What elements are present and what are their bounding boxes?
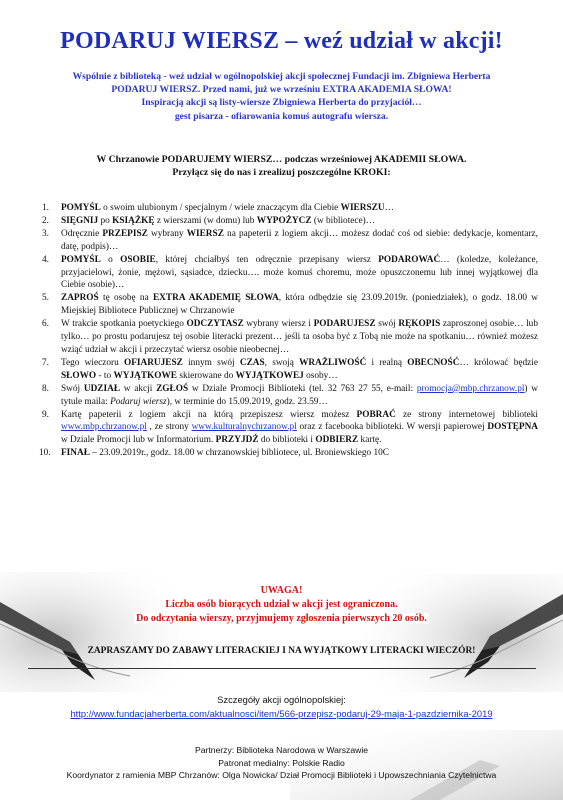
step-item — [28, 357, 538, 383]
step-text: Swój — [61, 383, 84, 394]
step-text: , której chciałbyś ten odręcznie przepisany wiersz — [155, 254, 379, 265]
step-keyword: PODAROWAĆ — [378, 254, 441, 265]
step-text: – 23.09.2019r., godz. 18.00 w chrzanowskiej bibliotece, ul. Broniewskiego 10C — [89, 448, 389, 459]
step-number: 2. — [42, 215, 49, 226]
step-text: innym swój — [182, 357, 240, 368]
details-block — [0, 693, 563, 721]
lead-text — [30, 153, 533, 179]
step-keyword: WYJĄTKOWE — [113, 370, 177, 381]
step-text: ), w terminie do 15.09.2019, godz. 23.59… — [166, 396, 328, 407]
divider — [28, 668, 536, 669]
step-text: ) w tytule maila: — [61, 383, 538, 407]
foundation-url-link[interactable]: http://www.fundacjaherberta.com/aktualnosci/item/566-przepisz-podaruj-29-maja-1-pazdziernika-2019 — [70, 708, 493, 719]
step-keyword: WIERSZ — [186, 228, 224, 239]
coordinator-line: Koordynator z ramienia MBP Chrzanów: Olga Nowicka/ Dział Promocji Biblioteki i Upowszechniania Czytelnictwa — [66, 770, 497, 781]
step-number: 3. — [42, 228, 49, 239]
email-link[interactable]: promocja@mbp.chrzanow.pl — [416, 383, 525, 394]
step-text: - to — [96, 370, 114, 381]
step-text: w Dziale Promocji lub w Informatorium. — [61, 435, 216, 446]
step-keyword: RĘKOPIS — [398, 319, 441, 330]
intro-text — [30, 70, 533, 123]
step-number: 9. — [42, 409, 49, 420]
step-text: tę osobę na — [98, 293, 153, 304]
step-item — [28, 447, 538, 460]
lead-line: W Chrzanowie PODARUJEMY WIERSZ… podczas wrześniowej AKADEMII SŁOWA. — [96, 154, 467, 165]
invitation-text: ZAPRASZAMY DO ZABAWY LITERACKIEJ I NA WYJĄTKOWY LITERACKI WIECZÓR! — [87, 646, 476, 656]
step-text: W trakcie spotkania poetyckiego — [61, 319, 187, 330]
step-text: (w bibliotece)… — [311, 215, 376, 226]
step-text: wybrany — [147, 228, 187, 239]
partners-block — [0, 744, 563, 782]
step-text: z wierszami (w domu) lub — [154, 215, 257, 226]
step-keyword: WYPOŻYCZ — [256, 215, 312, 226]
step-keyword: SIĘGNIJ — [61, 215, 99, 226]
step-number: 4. — [42, 254, 49, 265]
step-text: do biblioteki i — [258, 435, 316, 446]
step-text: w akcji — [120, 383, 157, 394]
step-item — [28, 292, 538, 318]
intro-line: Wspólnie z biblioteką - weź udział w ogólnopolskiej akcji społecznej Fundacji im. Zbigniewa Herberta — [72, 71, 491, 82]
step-text: o swoim ulubionym / specjalnym / wiele znaczącym dla Ciebie — [100, 203, 341, 213]
details-label: Szczegóły akcji ogólnopolskiej: — [217, 694, 346, 705]
intro-line: gest pisarza - ofiarowania komuś autografu wiersza. — [174, 110, 389, 122]
step-text: o — [100, 254, 121, 265]
step-keyword: POMYŚL — [61, 254, 101, 265]
intro-line: Inspiracją akcji są listy-wiersze Zbigniewa Herberta do przyjaciół… — [141, 97, 422, 109]
warning-line: Liczba osób biorących udział w akcji jest ograniczona. — [165, 599, 398, 610]
step-text: , ze strony — [146, 422, 192, 433]
step-text: kartę. — [358, 435, 382, 446]
step-text: w Dziale Promocji Biblioteki (tel. 32 763 27 55, e-mail: — [188, 383, 417, 394]
step-keyword: CZAS — [239, 357, 265, 368]
step-text: i realną — [366, 357, 408, 368]
step-number: 7. — [42, 357, 49, 368]
step-keyword: DOSTĘPNA — [487, 422, 538, 433]
step-keyword: KSIĄŻKĘ — [112, 215, 155, 226]
step-keyword: ODCZYTASZ — [186, 319, 244, 330]
media-patron-line: Patronat medialny: Polskie Radio — [218, 757, 345, 768]
step-keyword: WRAŻLIWOŚĆ — [299, 357, 367, 368]
step-text: zaproszonej osobie… lub tylko… po prostu podarujesz tej osobie literacki prezent… jeśli ta osoba być z Tobą nie może na spotkaniu… również możesz wziąć udział w akcji i przeczytać wiersz osobie nieobecnej… — [61, 319, 538, 355]
step-item — [28, 202, 538, 215]
step-keyword: EXTRA AKADEMIĘ SŁOWA — [152, 293, 279, 304]
step-item — [28, 409, 538, 448]
step-item — [28, 254, 538, 293]
step-text: Tego wieczoru — [61, 357, 124, 368]
step-text: … — [384, 203, 394, 213]
step-text-italic: Podaruj wiersz — [110, 396, 167, 407]
lead-line: Przyłącz się do nas i zrealizuj poszczególne KROKI: — [172, 167, 391, 178]
step-keyword: ODBIERZ — [315, 435, 359, 446]
step-number: 10. — [39, 448, 51, 459]
step-keyword: POBRAĆ — [356, 409, 396, 420]
step-keyword: OFIARUJESZ — [123, 357, 183, 368]
step-item — [28, 228, 538, 254]
step-item — [28, 318, 538, 357]
step-keyword: WYJĄTKOWEJ — [235, 370, 304, 381]
step-keyword: FINAŁ — [61, 448, 90, 459]
partners-line: Partnerzy: Biblioteka Narodowa w Warszawie — [194, 745, 369, 755]
step-text: ze strony internetowej biblioteki — [395, 409, 538, 420]
step-keyword: ZGŁOŚ — [156, 383, 189, 394]
step-text: oraz z facebooka biblioteki. W wersji papierowej — [296, 422, 488, 433]
step-text: na papeterii z logiem akcji… możesz dodać coś od siebie: dedykacje, komentarz, datę, podpis)… — [61, 228, 538, 252]
step-number: 6. — [42, 319, 49, 330]
step-keyword: OBECNOŚĆ — [407, 357, 460, 368]
page-title: PODARUJ WIERSZ – weź udział w akcji! — [60, 28, 503, 54]
step-text: … (koledze, koleżance, przyjacielowi, żonie, mężowi, sąsiadce, dziecku…. może komuś choremu, może opuszczonemu lub innej wyjątkowej dla Ciebie osobie)… — [61, 254, 538, 291]
culture-website-link[interactable]: www.kulturalnychrzanow.pl — [191, 422, 297, 433]
step-text: swój — [375, 319, 399, 330]
step-keyword: OSOBIE — [120, 254, 156, 265]
step-text: Kartę papeterii z logiem akcji na którą przepiszesz wiersz możesz — [61, 409, 357, 420]
step-keyword: WIERSZU — [340, 203, 385, 213]
step-text: … królować będzie — [459, 357, 539, 368]
step-item — [28, 215, 538, 228]
intro-line: PODARUJ WIERSZ. Przed nami, już we wrześniu EXTRA AKADEMIA SŁOWA! — [111, 84, 452, 96]
step-text: , która odbędzie się 23.09.2019r. (poniedziałek), o godz. 18.00 w Miejskiej Bibliotece Publicznej w Chrzanowie — [61, 293, 538, 317]
step-text: skierowane do — [177, 370, 236, 381]
step-keyword: PRZEPISZ — [102, 228, 148, 239]
steps-list — [28, 202, 538, 460]
warning-block — [0, 584, 563, 626]
step-text: wybrany wiersz i — [243, 319, 314, 330]
step-keyword: PODARUJESZ — [313, 319, 376, 330]
step-keyword: UDZIAŁ — [83, 383, 121, 394]
step-keyword: PRZYJDŹ — [215, 435, 259, 446]
step-number: 1. — [42, 203, 49, 213]
warning-line: Do odczytania wierszy, przyjmujemy zgłoszenia pierwszych 20 osób. — [136, 613, 427, 624]
step-text: , swoją — [264, 357, 300, 368]
step-keyword: ZAPROŚ — [61, 293, 99, 304]
step-item — [28, 383, 538, 409]
library-website-link[interactable]: www.mbp.chrzanow.pl — [61, 422, 147, 433]
step-number: 5. — [42, 293, 49, 304]
warning-heading: UWAGA! — [260, 585, 303, 596]
step-text: Odręcznie — [61, 228, 103, 239]
step-text: osoby… — [303, 370, 338, 381]
step-text: po — [98, 215, 113, 226]
step-number: 8. — [42, 383, 49, 394]
step-keyword: POMYŚL — [61, 203, 101, 213]
step-keyword: SŁOWO — [61, 370, 97, 381]
